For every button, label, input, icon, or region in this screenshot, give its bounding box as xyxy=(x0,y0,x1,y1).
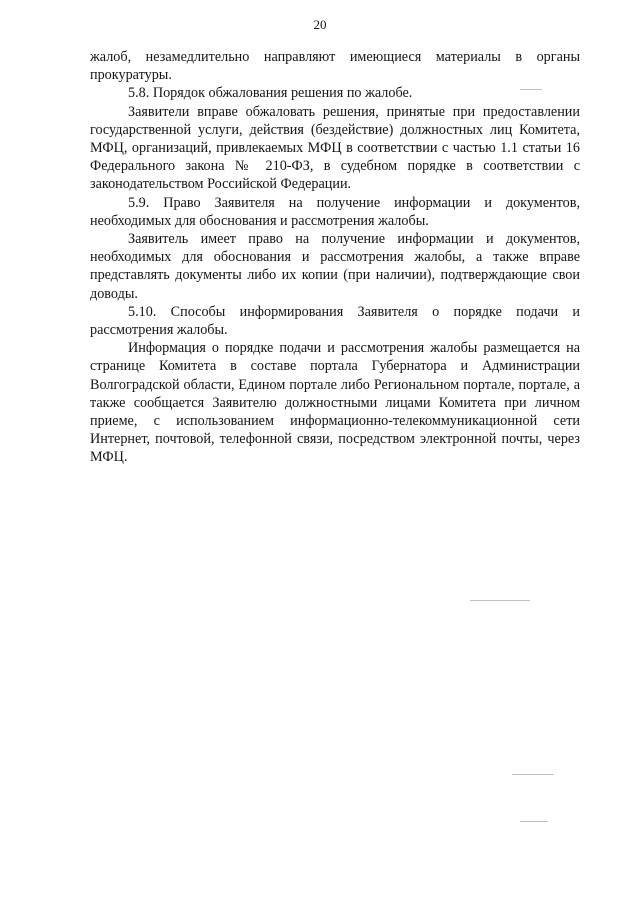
paragraph-complaint-prosecutor: жалоб, незамедлительно направляют имеющиеся материалы в органы прокуратуры. xyxy=(90,49,580,84)
paragraph-informing-methods: Информация о порядке подачи и рассмотрения жалобы размещается на странице Комитета в составе портала Губернатора и Администрации Волгоградской области, Едином портале либо Региональном портале, портале, а также сообщается Заявителю должностными лицами Комитета при личном приеме, с использованием информационно-телекоммуникационной сети Интернет, почтовой, телефонной связи, посредством электронной почты, через МФЦ. xyxy=(90,340,580,466)
document-body xyxy=(90,48,580,467)
scan-artifact xyxy=(512,774,554,775)
section-heading-5-10: 5.10. Способы информирования Заявителя о порядке подачи и рассмотрения жалобы. xyxy=(90,303,580,339)
section-heading-5-8: 5.8. Порядок обжалования решения по жалобе. xyxy=(128,85,413,102)
paragraph-appeal-rights: Заявители вправе обжаловать решения, принятые при предоставлении государственной услуги, действия (бездействие) должностных лиц Комитета, МФЦ, организаций, привлекаемых МФЦ в соответствии с частью 1.1 статьи 16 Федерального закона № 210-ФЗ, в судебном порядке в соответствии с законодательством Российской Федерации. xyxy=(90,103,580,193)
page-number: 20 xyxy=(313,17,327,32)
scan-artifact xyxy=(520,821,548,822)
section-heading-5-9: 5.9. Право Заявителя на получение информации и документов, необходимых для обоснования и рассмотрения жалобы. xyxy=(90,194,580,229)
scan-artifact xyxy=(520,89,542,90)
scan-artifact xyxy=(470,600,530,601)
paragraph-information-rights: Заявитель имеет право на получение информации и документов, необходимых для обоснования и рассмотрения жалобы, а также вправе представлять документы либо их копии (при наличии), подтверждающие свои доводы. xyxy=(90,231,580,302)
